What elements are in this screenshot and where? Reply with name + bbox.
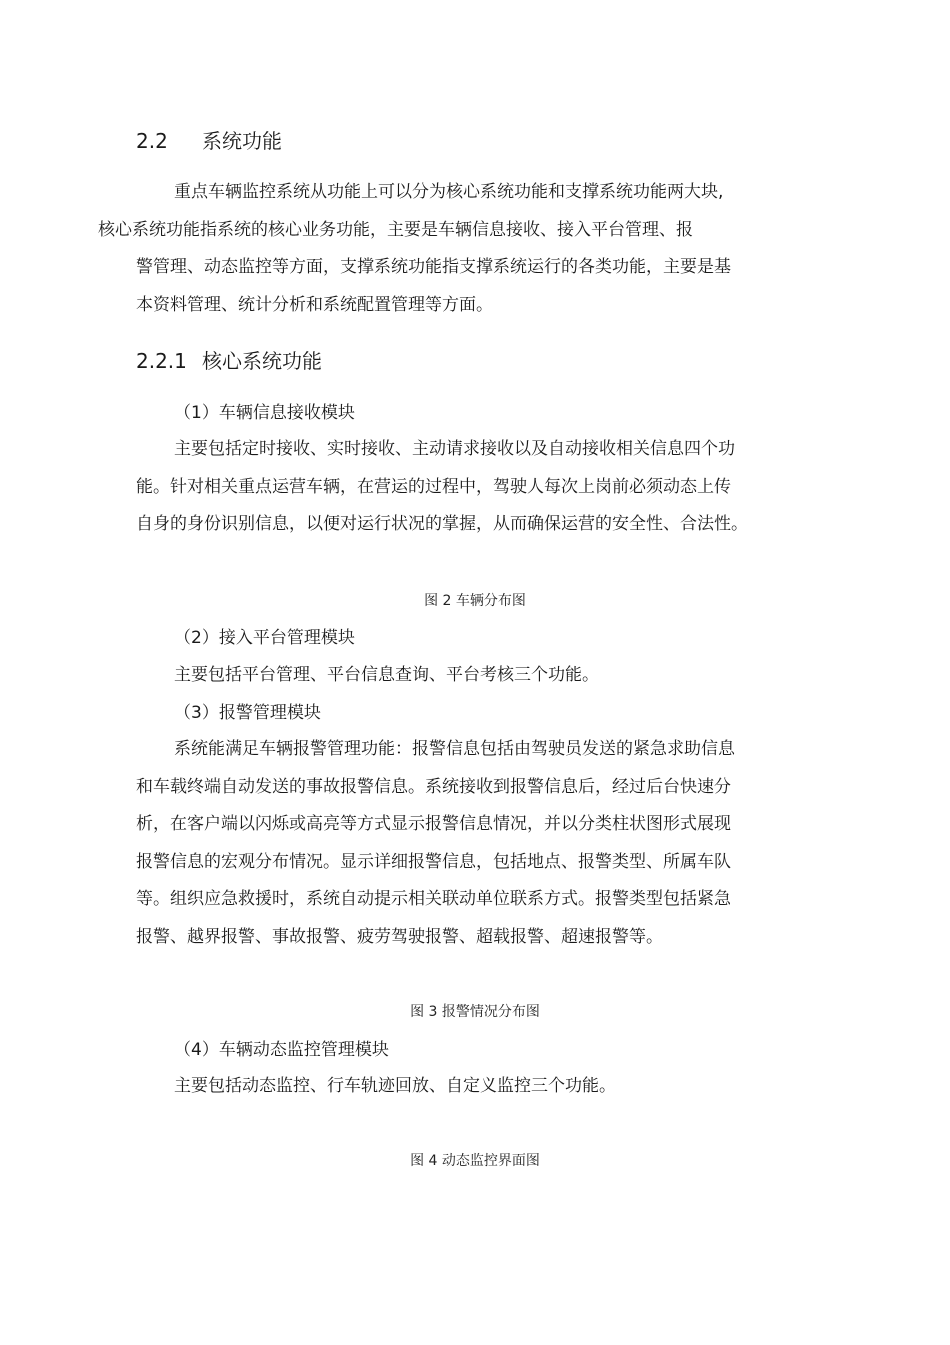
body-line: 报警、越界报警、事故报警、疲劳驾驶报警、超载报警、超速报警等。 — [136, 926, 663, 947]
intro-line: 本资料管理、统计分析和系统配置管理等方面。 — [136, 294, 493, 315]
module-heading-4: （4）车辆动态监控管理模块 — [174, 1040, 389, 1060]
module-heading-1: （1）车辆信息接收模块 — [174, 403, 355, 423]
subsection-title: 核心系统功能 — [202, 349, 322, 373]
section-title: 系统功能 — [202, 129, 282, 153]
subsection-number: 2.2.1 — [136, 349, 187, 373]
module-body-4 — [136, 1068, 776, 1106]
body-line: 自身的身份识别信息，以便对运行状况的掌握，从而确保运营的安全性、合法性。 — [136, 514, 748, 534]
subsection-heading — [136, 347, 322, 375]
module-body-3 — [136, 731, 776, 956]
body-line: 主要包括定时接收、实时接收、主动请求接收以及自动接收相关信息四个功 — [174, 439, 735, 459]
figure-caption-4: 图 4 动态监控界面图 — [410, 1153, 540, 1169]
figure-caption-3: 图 3 报警情况分布图 — [410, 1004, 540, 1020]
module-heading-3: （3）报警管理模块 — [174, 703, 321, 723]
section-number: 2.2 — [136, 129, 168, 153]
intro-line: 重点车辆监控系统从功能上可以分为核心系统功能和支撑系统功能两大块, — [174, 182, 724, 202]
figure-caption-2: 图 2 车辆分布图 — [424, 593, 526, 609]
section-intro-paragraph — [98, 174, 776, 324]
body-line: 主要包括动态监控、行车轨迹回放、自定义监控三个功能。 — [174, 1076, 616, 1096]
module-body-2 — [136, 657, 776, 695]
body-line: 系统能满足车辆报警管理功能：报警信息包括由驾驶员发送的紧急求助信息 — [174, 739, 735, 759]
body-line: 能。针对相关重点运营车辆，在营运的过程中，驾驶人每次上岗前必须动态上传 — [136, 476, 731, 497]
body-line: 等。组织应急救援时，系统自动提示相关联动单位联系方式。报警类型包括紧急 — [136, 889, 731, 909]
body-line: 和车载终端自动发送的事故报警信息。系统接收到报警信息后，经过后台快速分 — [136, 776, 731, 797]
body-line: 报警信息的宏观分布情况。显示详细报警信息，包括地点、报警类型、所属车队 — [136, 851, 731, 872]
module-heading-2: （2）接入平台管理模块 — [174, 628, 355, 648]
body-line: 主要包括平台管理、平台信息查询、平台考核三个功能。 — [174, 665, 599, 685]
intro-line: 核心系统功能指系统的核心业务功能，主要是车辆信息接收、接入平台管理、报 — [98, 219, 693, 240]
section-heading — [136, 127, 282, 155]
intro-line: 警管理、动态监控等方面，支撑系统功能指支撑系统运行的各类功能，主要是基 — [136, 257, 731, 277]
body-line: 析，在客户端以闪烁或高亮等方式显示报警信息情况，并以分类柱状图形式展现 — [136, 814, 731, 834]
module-body-1 — [136, 431, 776, 544]
